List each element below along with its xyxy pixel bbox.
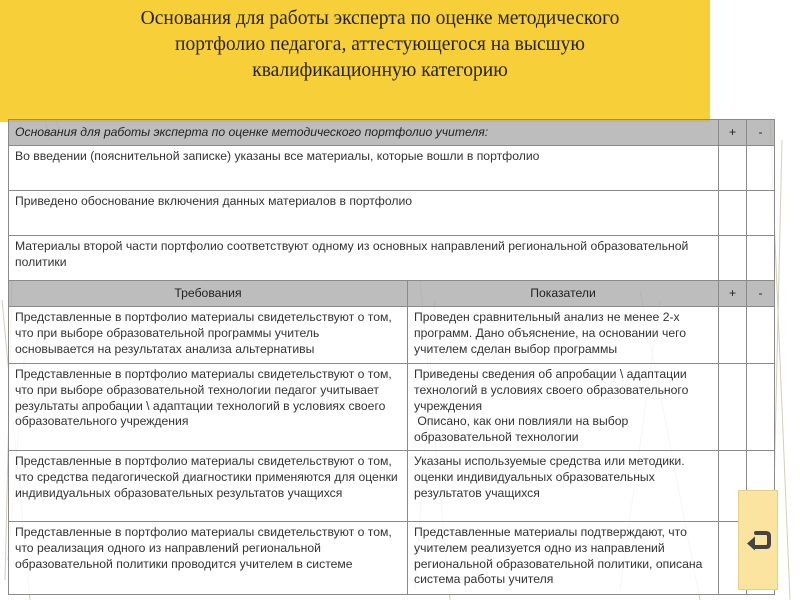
minus-cell[interactable] (747, 236, 775, 281)
plus-cell[interactable] (719, 364, 747, 451)
requirements-column-header: Требования (9, 281, 408, 307)
indicator-line: Представленные материалы подтверждают, что учителем реализуется одно из направлений региональной образовательной политики, описана система работы учителя (414, 525, 703, 587)
plus-cell[interactable] (719, 236, 747, 281)
requirement-text: Представленные в портфолио материалы свидетельствуют о том, что средства педагогической диагностики применяются для оценки индивидуальных образовательных результатов учащихся (9, 451, 408, 522)
minus-cell[interactable] (747, 307, 775, 364)
criterion-text: Материалы второй части портфолио соответствуют одному из основных направлений региональной образовательной политики (9, 236, 719, 281)
table-row (9, 307, 775, 364)
criterion-text: Приведено обоснование включения данных материалов в портфолио (9, 191, 719, 236)
indicator-line: Указаны используемые средства или методики. оценки индивидуальных образовательных результатов учащихся (414, 454, 685, 500)
table1-header-row (9, 120, 775, 146)
requirement-text: Представленные в портфолио материалы свидетельствуют о том, что реализация одного из направлений региональной образовательной политики проводится учителем в системе (9, 522, 408, 595)
requirement-text: Представленные в портфолио материалы свидетельствуют о том, что при выборе образовательной технологии педагог учитывает результаты апробации \ адаптации технологий в условиях своего образовательного учреждения (9, 364, 408, 451)
indicator-text (408, 451, 719, 522)
plus-cell[interactable] (719, 307, 747, 364)
plus-column-header: + (719, 281, 747, 307)
table2-header-row (9, 281, 775, 307)
table-row (9, 451, 775, 522)
page-title: Основания для работы эксперта по оценке методического портфолио педагога, аттестующегося на высшую квалификационную категорию (140, 8, 620, 81)
table-row (9, 236, 775, 281)
indicator-text (408, 307, 719, 364)
requirement-text: Представленные в портфолио материалы свидетельствуют о том, что при выборе образовательной программы учитель основывается на результатах анализа альтернативы (9, 307, 408, 364)
table-row (9, 191, 775, 236)
indicator-text (408, 364, 719, 451)
return-arrow-icon (745, 527, 771, 553)
minus-cell[interactable] (747, 146, 775, 191)
indicator-line: Описано, как они повлияли на выбор образовательной технологии (414, 414, 632, 445)
indicator-line: Проведен сравнительный анализ не менее 2-х программ. Дано объяснение, на основании чего учителем сделан выбор программы (414, 310, 687, 356)
table-row (9, 364, 775, 451)
minus-column-header: - (747, 281, 775, 307)
plus-cell[interactable] (719, 146, 747, 191)
portfolio-criteria-table (8, 119, 775, 595)
minus-column-header: - (747, 120, 775, 146)
table-row (9, 146, 775, 191)
title-banner (0, 0, 710, 122)
criterion-text: Во введении (пояснительной записке) указаны все материалы, которые вошли в портфолио (9, 146, 719, 191)
plus-cell[interactable] (719, 191, 747, 236)
minus-cell[interactable] (747, 191, 775, 236)
back-button[interactable] (738, 490, 778, 590)
table-row (9, 522, 775, 595)
indicator-text (408, 522, 719, 595)
indicator-line: Приведены сведения об апробации \ адаптации технологий в условиях своего образовательного учреждения (414, 367, 689, 413)
plus-column-header: + (719, 120, 747, 146)
indicators-column-header: Показатели (408, 281, 719, 307)
minus-cell[interactable] (747, 364, 775, 451)
table1-header-label: Основания для работы эксперта по оценке методического портфолио учителя: (9, 120, 719, 146)
